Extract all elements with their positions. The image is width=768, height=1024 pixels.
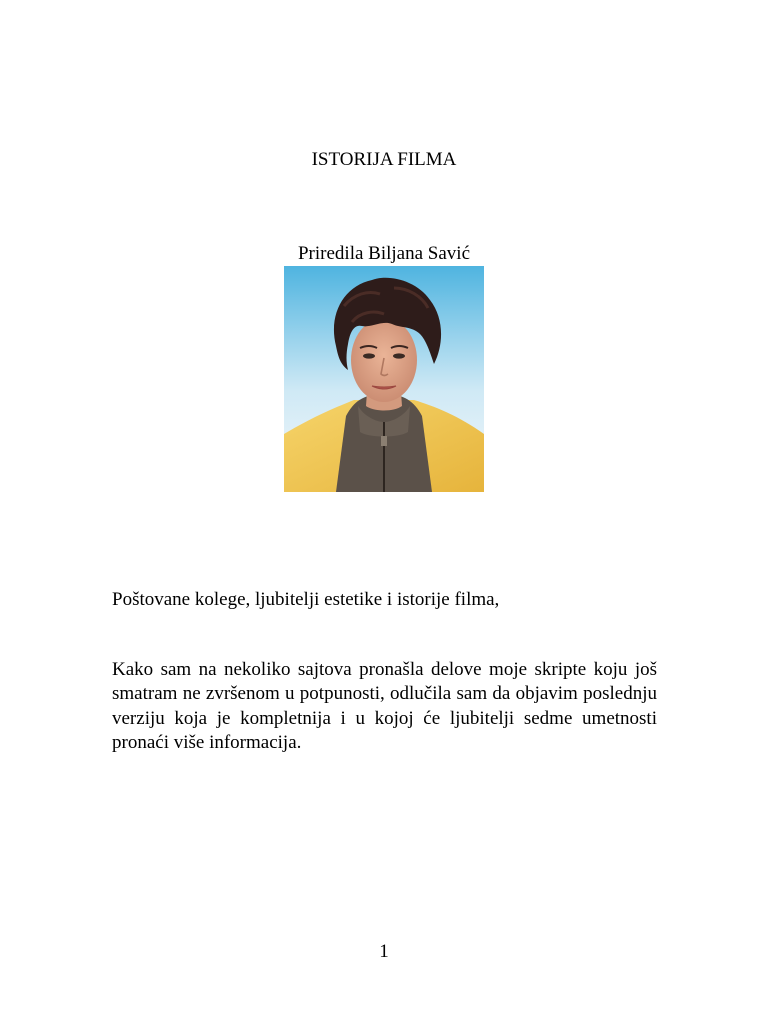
document-title: ISTORIJA FILMA bbox=[311, 149, 457, 170]
author-line: Priredila Biljana Savić bbox=[297, 243, 470, 264]
page-number: 1 bbox=[379, 941, 389, 962]
author-portrait-photo bbox=[284, 266, 484, 492]
intro-paragraph: Kako sam na nekoliko sajtova pronašla delove moje skripte koju još smatram ne zvršenom u potpunosti, odlučila sam da objavim poslednju verziju koja je kompletnija i u kojoj će ljubitelji sedme umetnosti pronaći više informacija. bbox=[112, 659, 657, 753]
portrait-left-eye bbox=[363, 353, 375, 358]
portrait-right-eye bbox=[393, 353, 405, 358]
greeting-line: Poštovane kolege, ljubitelji estetike i istorije filma, bbox=[112, 589, 500, 610]
